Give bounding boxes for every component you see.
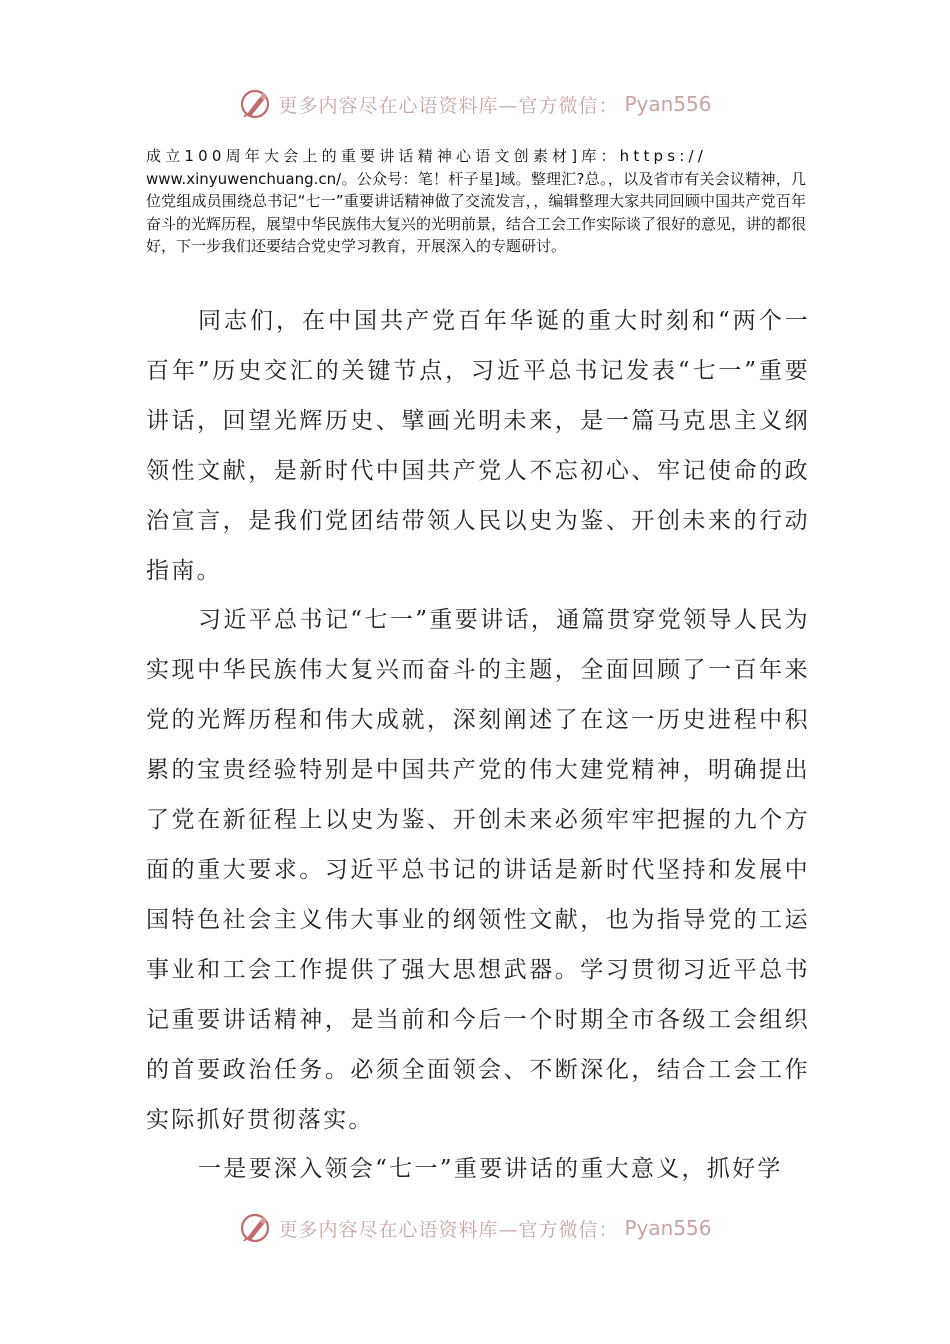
intro-line-1: 成立100周年大会上的重要讲话精神心语文创素材]库：https:// — [146, 147, 708, 165]
paragraph-3: 一是要深入领会“七一”重要讲话的重大意义，抓好学 — [198, 1156, 783, 1183]
pen-nib-logo-icon — [238, 87, 272, 121]
banner-wechat-handle: Pyan556 — [624, 92, 712, 116]
paragraph-2: 习近平总书记“七一”重要讲话，通篇贯穿党领导人民为实现中华民族伟大复兴而奋斗的主题，全面回顾了一百年来党的光辉历程和伟大成就，深刻阐述了在这一历史进程中积累的宝贵经验特别是中国共产党的伟大建党精神，明确提出了党在新征程上以史为鉴、开创未来必须牢牢把握的九个方面的重大要求。习近平总书记的讲话是新时代坚持和发展中国特色社会主义伟大事业的纲领性文献，也为指导党的工运事业和工会工作提供了强大思想武器。学习贯彻习近平总书记重要讲话精神，是当前和今后一个时期全市各级工会组织的首要政治任务。必须全面领会、不断深化，结合工会工作实际抓好贯彻落实。 — [146, 607, 810, 1133]
header-banner-content — [238, 87, 711, 121]
banner-text: 更多内容尽在心语资料库—官方微信： — [278, 94, 619, 117]
banner-text: 更多内容尽在心语资料库—官方微信： — [278, 1218, 619, 1241]
paragraph-1: 同志们，在中国共产党百年华诞的重大时刻和“两个一百年”历史交汇的关键节点，习近平总书记发表“七一”重要讲话，回望光辉历史、擘画光明未来，是一篇马克思主义纲领性文献，是新时代中国共产党人不忘初心、牢记使命的政治宣言，是我们党团结带领人民以史为鉴、开创未来的行动指南。 — [146, 308, 810, 584]
intro-text: www.xinyuwenchuang.cn/。公众号：笔！杆子星]域。整理汇?总。，以及省市有关会议精神，几位党组成员围绕总书记“七一”重要讲话精神做了交流发言，，编辑整理大家共同回顾中国共产党百年奋斗的光辉历程，展望中华民族伟大复兴的光明前景，结合工会工作实际谈了很好的意见，讲的都很好，下一步我们还要结合党史学习教育，开展深入的专题研讨。 — [146, 169, 807, 255]
pen-nib-logo-icon — [238, 1211, 272, 1245]
footer-banner-content — [238, 1211, 711, 1245]
banner-wechat-handle: Pyan556 — [624, 1216, 712, 1240]
header-banner — [0, 82, 950, 126]
document-body — [146, 297, 810, 1195]
intro-note — [146, 145, 806, 258]
footer-banner — [0, 1206, 950, 1250]
